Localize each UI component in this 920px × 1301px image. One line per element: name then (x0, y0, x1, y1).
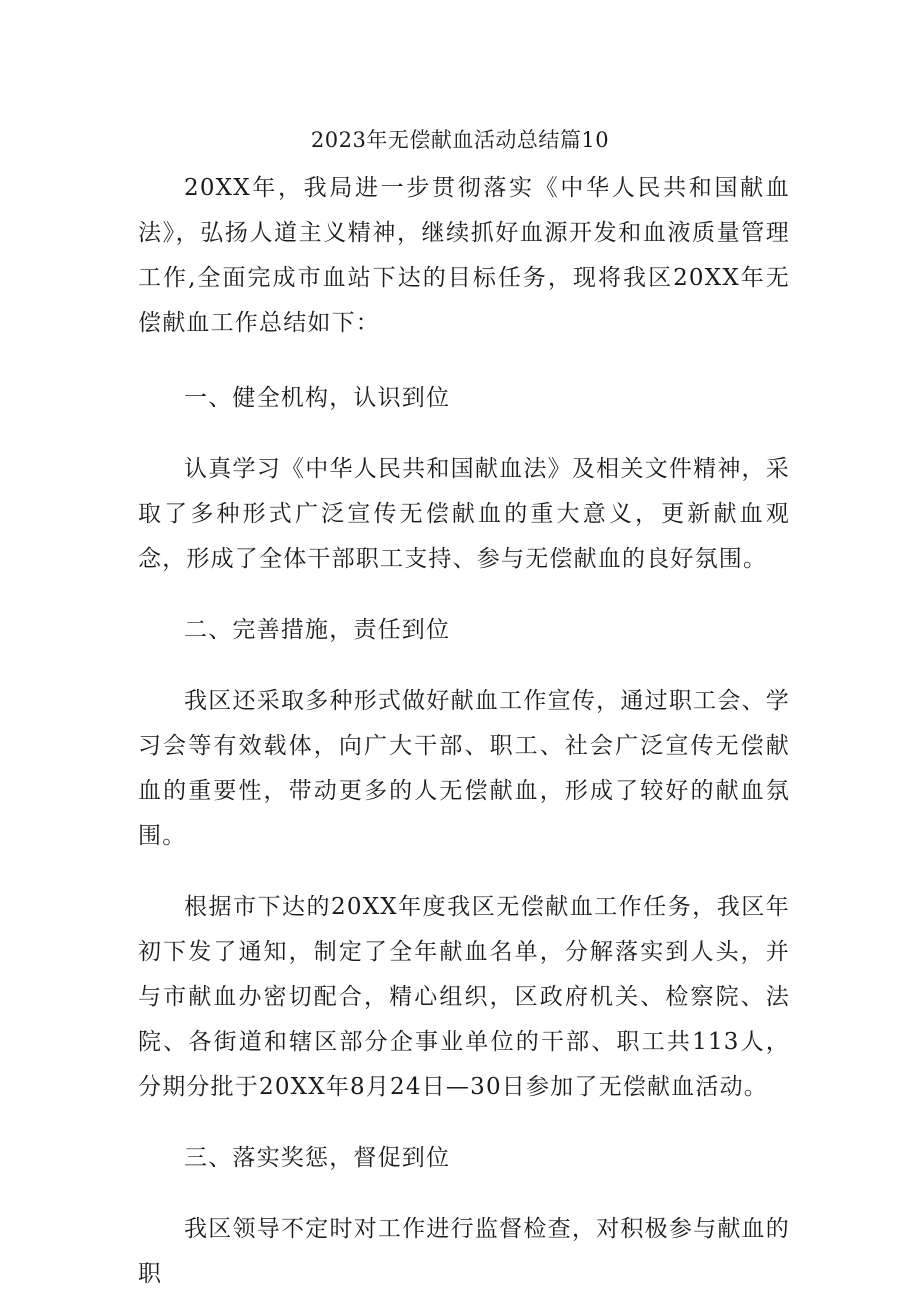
document-title: 2023年无偿献血活动总结篇10 (310, 128, 610, 152)
document-body (138, 166, 790, 1297)
section-heading-2: 二、完善措施，责任到位 (184, 617, 451, 643)
section-heading-1: 一、健全机构，认识到位 (184, 385, 451, 411)
section-3-paragraph: 我区领导不定时对工作进行监督检查，对积极参与献血的职 (138, 1216, 790, 1287)
intro-paragraph: 20XX年，我局进一步贯彻落实《中华人民共和国献血法》，弘扬人道主义精神，继续抓好血源开发和血液质量管理工作,全面完成市血站下达的目标任务，现将我区20XX年无偿献血工作总结如下： (138, 175, 790, 336)
section-1-paragraph: 认真学习《中华人民共和国献血法》及相关文件精神，采取了多种形式广泛宣传无偿献血的重大意义，更新献血观念，形成了全体干部职工支持、参与无偿献血的良好氛围。 (138, 456, 790, 572)
section-2-paragraph-2: 根据市下达的20XX年度我区无偿献血工作任务，我区年初下发了通知，制定了全年献血名单，分解落实到人头，并与市献血办密切配合，精心组织，区政府机关、检察院、法院、各街道和辖区部分企事业单位的干部、职工共113人，分期分批于20XX年8月24日—30日参加了无偿献血活动。 (138, 894, 790, 1100)
section-heading-3: 三、落实奖惩，督促到位 (184, 1145, 451, 1171)
section-2-paragraph-1: 我区还采取多种形式做好献血工作宣传，通过职工会、学习会等有效载体，向广大干部、职工、社会广泛宣传无偿献血的重要性，带动更多的人无偿献血，形成了较好的献血氛围。 (138, 688, 790, 849)
